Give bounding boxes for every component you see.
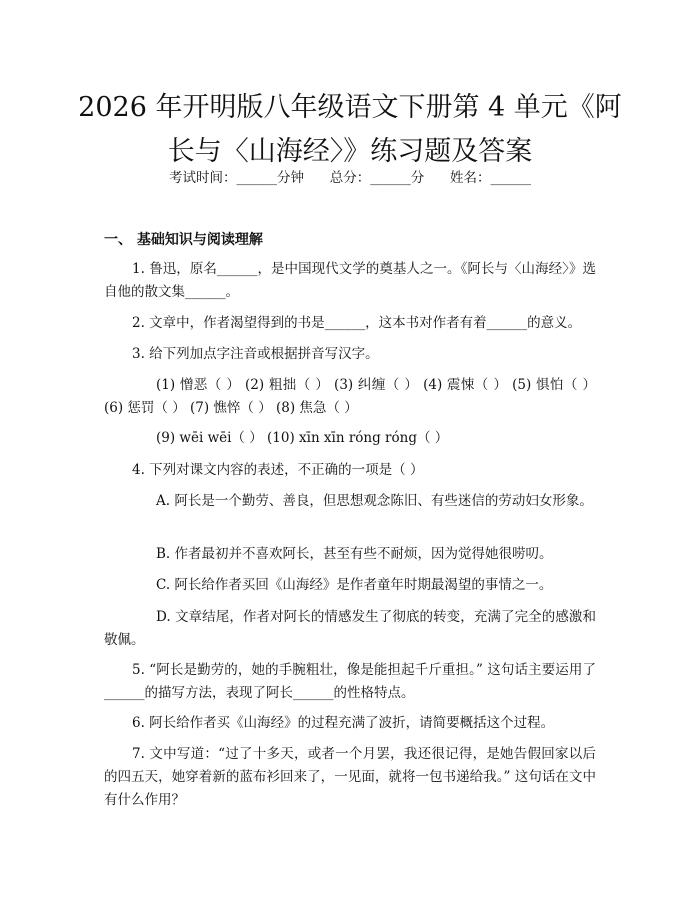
title-line-2: 长与〈山海经〉》练习题及答案 bbox=[167, 136, 533, 167]
question-4-option-b: B. 作者最初并不喜欢阿长，甚至有些不耐烦，因为觉得她很唠叨。 bbox=[156, 546, 553, 562]
section-heading: 一、 基础知识与阅读理解 bbox=[104, 232, 263, 248]
question-3: 3. 给下列加点字注音或根据拼音写汉字。 bbox=[132, 346, 379, 362]
question-6: 6. 阿长给作者买《山海经》的过程充满了波折，请简要概括这个过程。 bbox=[132, 715, 555, 731]
question-3-items-a: (1) 憎恶（ ） (2) 粗拙（ ） (3) 纠缠（ ） (4) 震悚（ ） (5) 惧怕（ ） (6) 惩罚（ ） (7) 憔悴（ ） (8) 焦急（ ） bbox=[104, 377, 596, 416]
question-4: 4. 下列对课文内容的表述，不正确的一项是（ ） bbox=[132, 462, 424, 478]
question-4-option-a: A. 阿长是一个勤劳、善良，但思想观念陈旧、有些迷信的劳动妇女形象。 bbox=[156, 493, 593, 509]
question-1: 1. 鲁迅，原名______，是中国现代文学的奠基人之一。《阿长与〈山海经〉》选自他的散文集______。 bbox=[104, 261, 596, 300]
question-3-items-b: (9) wēi wēi（ ） (10) xīn xīn róng róng（ ） bbox=[156, 430, 449, 446]
exam-meta-line: 考试时间：______分钟 总分：______分 姓名：______ bbox=[169, 170, 531, 186]
question-4-option-c: C. 阿长给作者买回《山海经》是作者童年时期最渴望的事情之一。 bbox=[156, 577, 553, 593]
question-7: 7. 文中写道：“过了十多天，或者一个月罢，我还很记得，是她告假回家以后的四五天，她穿着新的蓝布衫回来了，一见面，就将一包书递给我。” 这句话在文中有什么作用？ bbox=[104, 746, 596, 808]
question-4-option-d: D. 文章结尾，作者对阿长的情感发生了彻底的转变，充满了完全的感激和敬佩。 bbox=[104, 609, 596, 648]
question-5: 5. “阿长是勤劳的，她的手腕粗壮，像是能担起千斤重担。” 这句话主要运用了______的描写方法，表现了阿长______的性格特点。 bbox=[104, 662, 596, 701]
question-2: 2. 文章中，作者渴望得到的书是______，这本书对作者有着______的意义。 bbox=[132, 315, 582, 331]
document-title bbox=[60, 86, 640, 174]
title-line-1: 2026 年开明版八年级语文下册第 4 单元《阿 bbox=[78, 92, 622, 123]
